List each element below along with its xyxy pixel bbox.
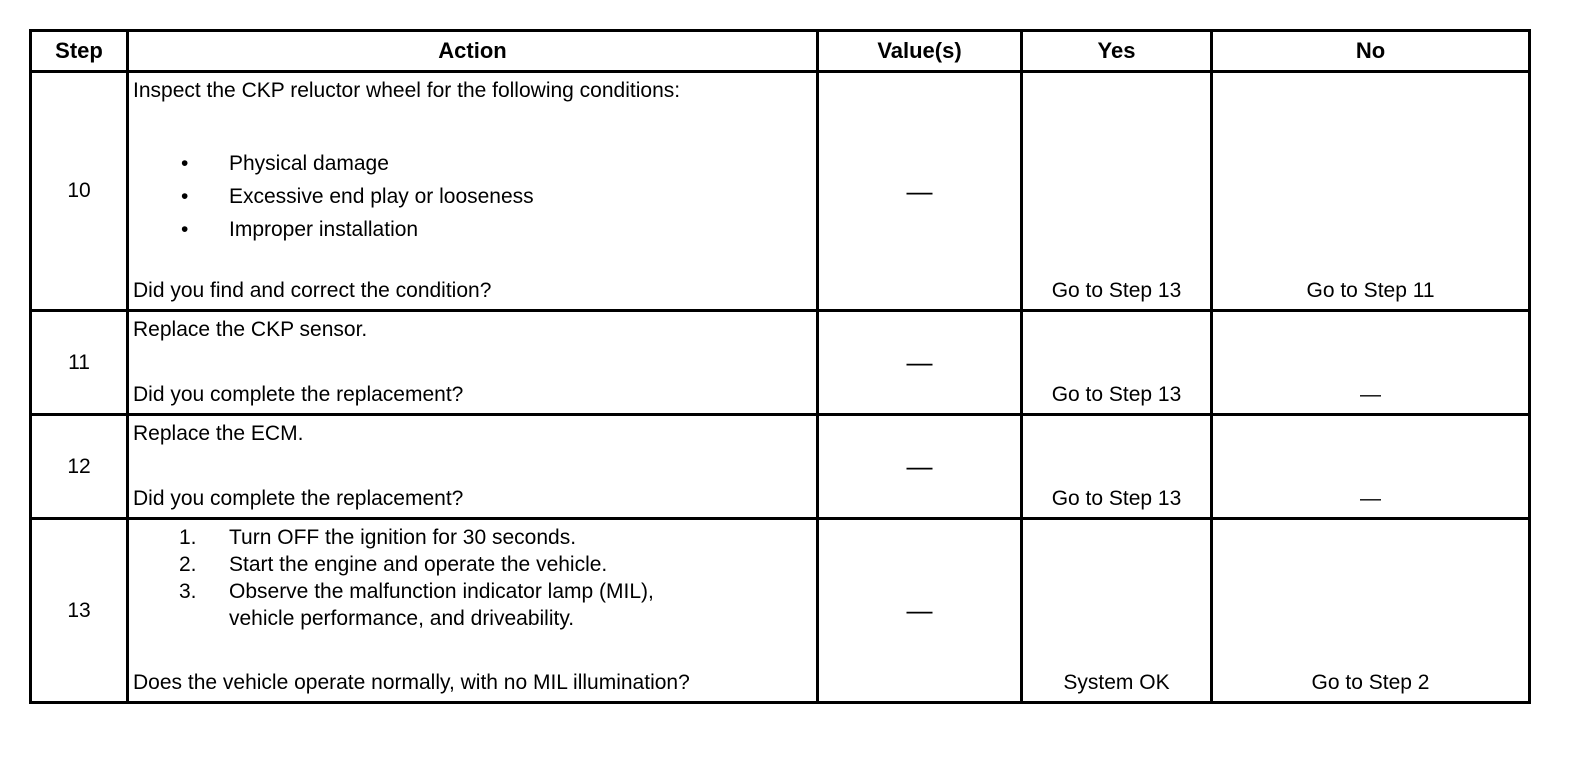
value-cell: — [818,415,1022,519]
action-intro: Replace the ECM. [133,422,304,445]
action-cell [128,519,818,703]
action-intro: Replace the CKP sensor. [133,318,368,341]
step-number: 12 [31,415,128,519]
step-number: 11 [31,311,128,415]
action-question: Did you complete the replacement? [133,487,464,510]
no-cell: — [1212,311,1530,415]
value-cell: — [818,311,1022,415]
bullet-icon: • [181,185,189,208]
step-number: 13 [31,519,128,703]
list-item: 3. Observe the malfunction indicator lamp (MIL), vehicle performance, and driveability. [179,580,654,630]
yes-cell: Go to Step 13 [1022,72,1212,311]
value-cell: — [818,72,1022,311]
yes-cell: Go to Step 13 [1022,415,1212,519]
action-question: Did you complete the replacement? [133,383,464,406]
action-question: Does the vehicle operate normally, with no MIL illumination? [133,671,690,694]
header-value: Value(s) [818,31,1022,72]
yes-cell: Go to Step 13 [1022,311,1212,415]
diagnostic-table [29,29,1531,704]
list-item: 1. Turn OFF the ignition for 30 seconds. [179,526,577,549]
no-cell: Go to Step 11 [1212,72,1530,311]
list-item: • Physical damage [179,147,534,180]
header-row [31,31,1530,72]
no-cell: — [1212,415,1530,519]
bullet-icon: • [181,218,189,241]
list-item: • Improper installation [179,213,534,246]
condition-list [179,147,534,246]
action-cell [128,72,818,311]
table-row [31,72,1530,311]
action-cell [128,415,818,519]
list-item: 2. Start the engine and operate the vehicle. [179,553,608,576]
bullet-icon: • [181,152,189,175]
value-cell: — [818,519,1022,703]
action-cell [128,311,818,415]
action-question: Did you find and correct the condition? [133,279,492,302]
header-step: Step [31,31,128,72]
yes-cell: System OK [1022,519,1212,703]
table-row [31,415,1530,519]
no-cell: Go to Step 2 [1212,519,1530,703]
header-no: No [1212,31,1530,72]
list-item: • Excessive end play or looseness [179,180,534,213]
header-action: Action [128,31,818,72]
table-row [31,519,1530,703]
header-yes: Yes [1022,31,1212,72]
procedure-list [179,524,654,632]
step-number: 10 [31,72,128,311]
table-row [31,311,1530,415]
action-intro: Inspect the CKP reluctor wheel for the following conditions: [133,79,681,102]
